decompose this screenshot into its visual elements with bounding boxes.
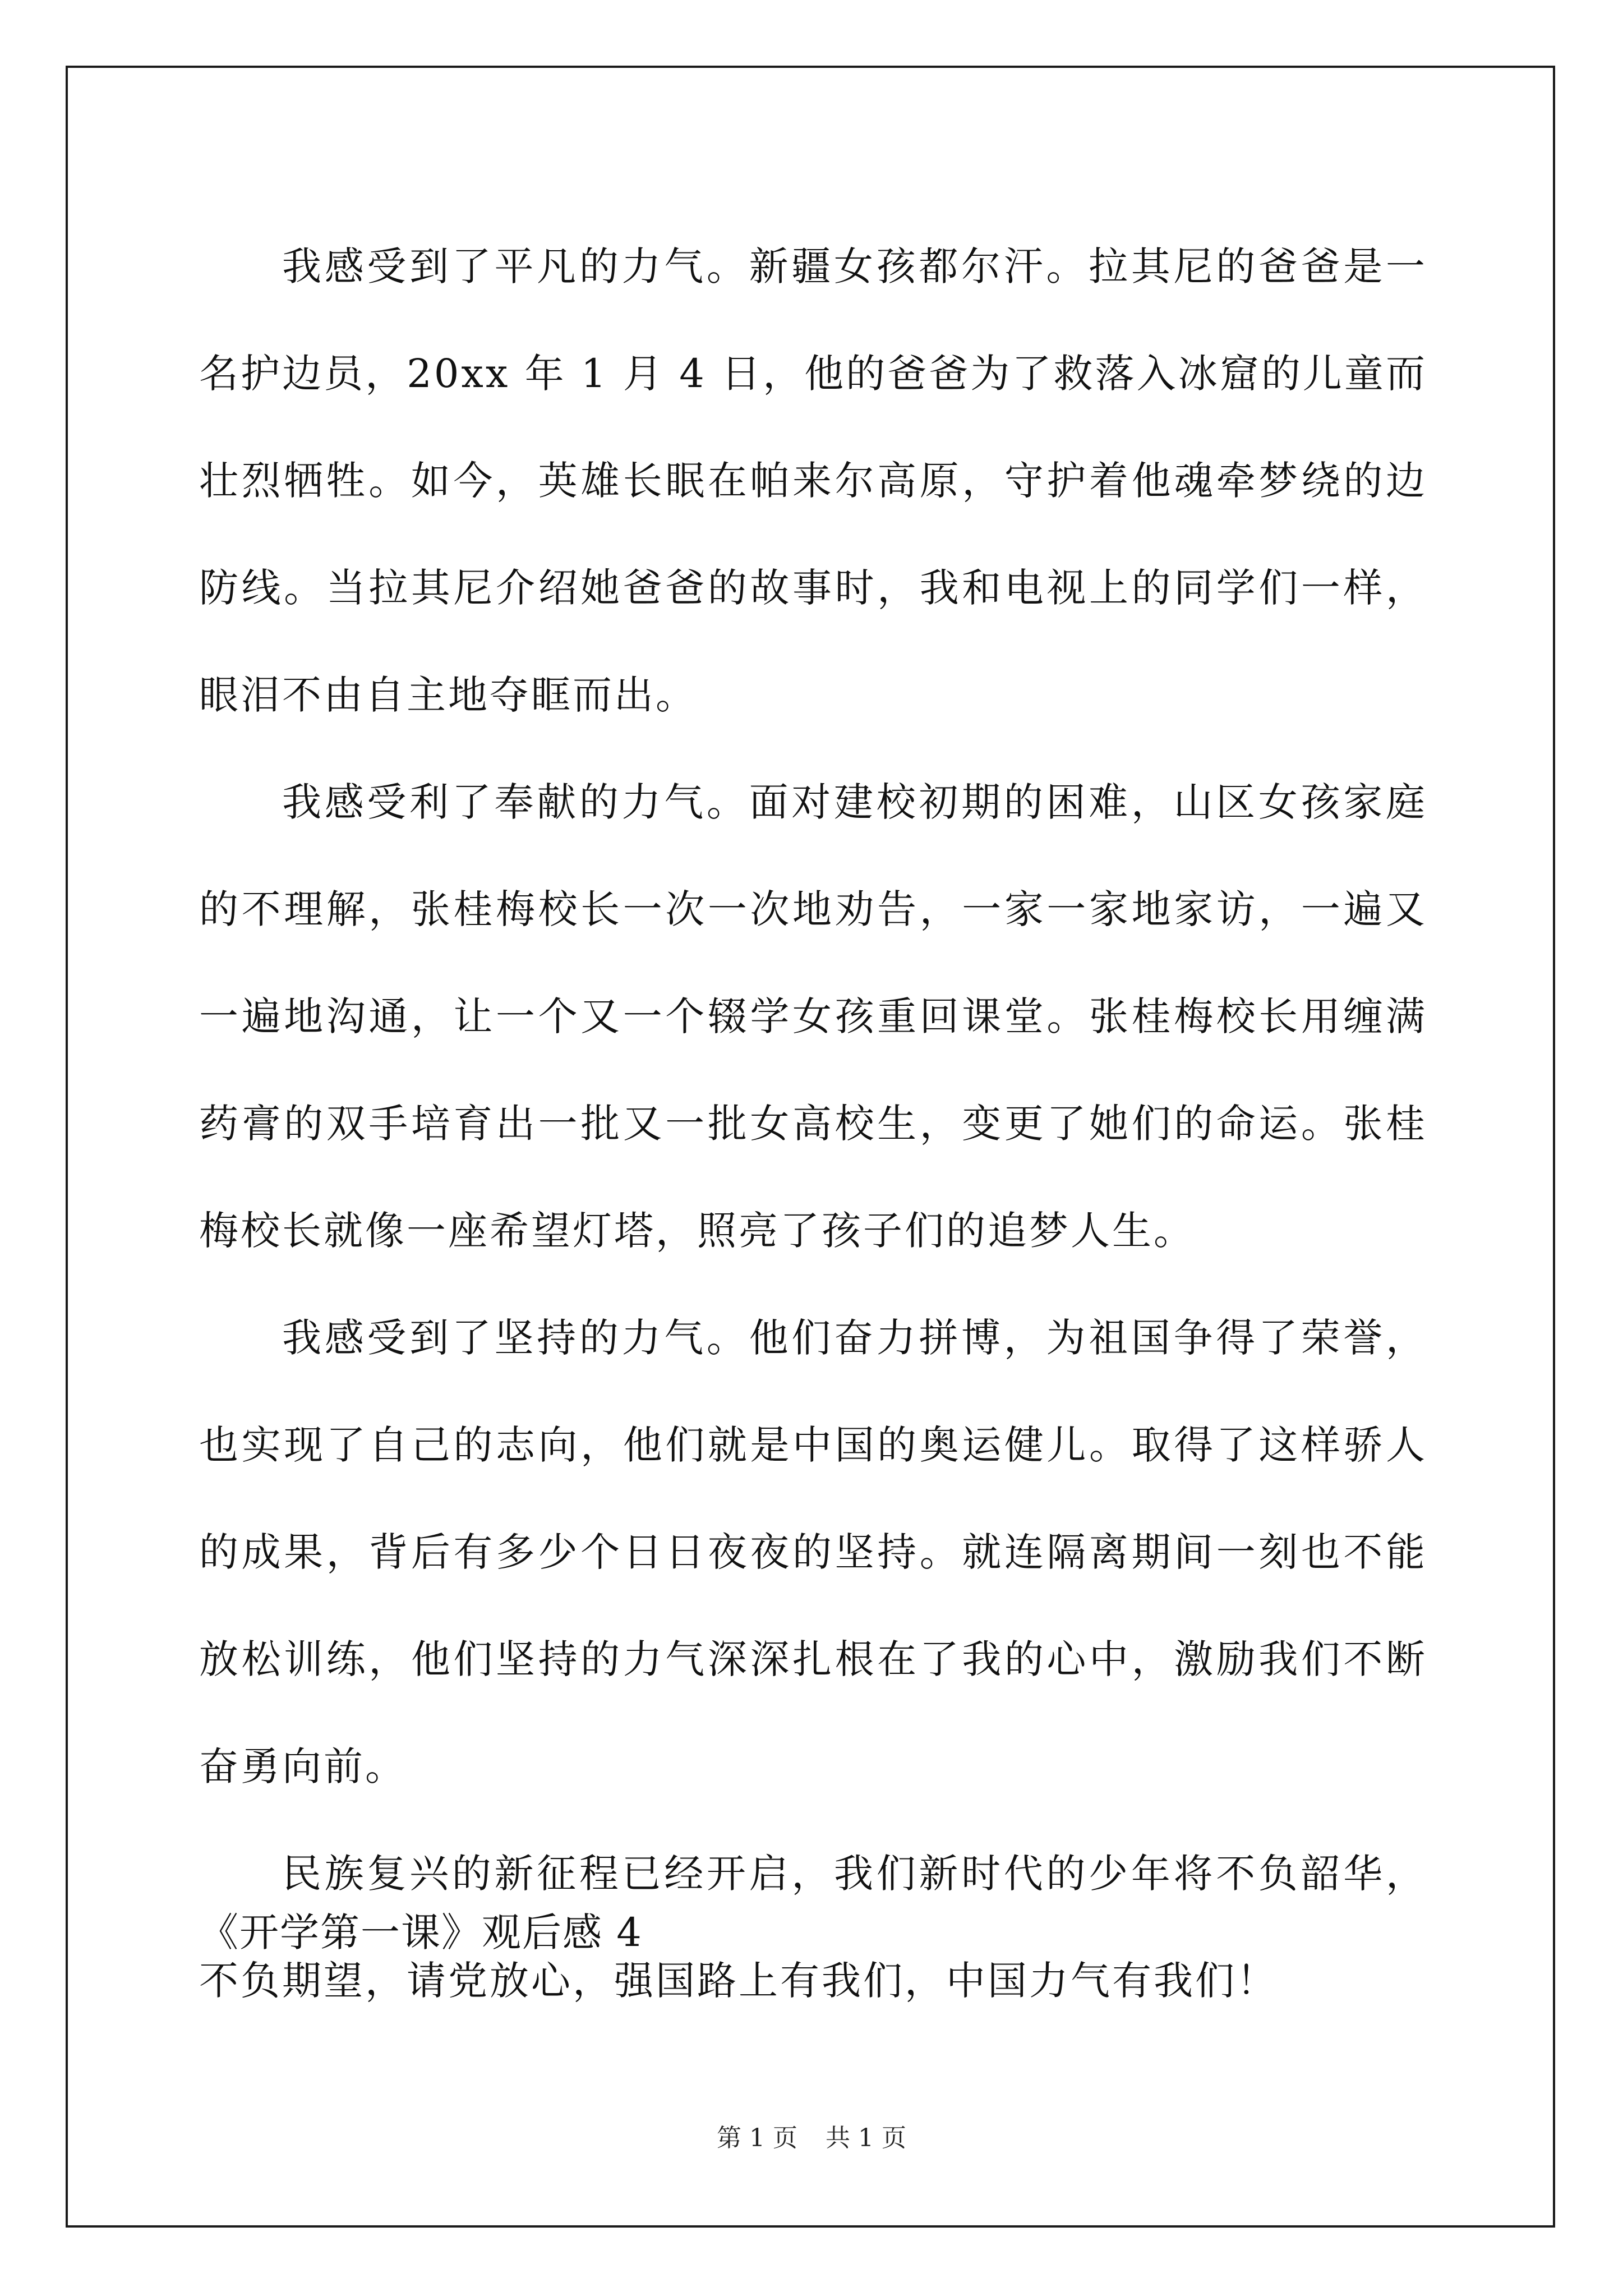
paragraph-persistence: 我感受到了坚持的力气。他们奋力拼博，为祖国争得了荣誉，也实现了自己的志向，他们就是中国的奥运健儿。取得了这样骄人的成果，背后有多少个日日夜夜的坚持。就连隔离期间一刻也不能放松训练，他们坚持的力气深深扎根在了我的心中，激励我们不断奋勇向前。 bbox=[199, 1315, 1427, 1789]
paragraph-dedication: 我感受利了奉献的力气。面对建校初期的困难，山区女孩家庭的不理解，张桂梅校长一次一次地劝告，一家一家地家访，一遍又一遍地沟通，让一个又一个辍学女孩重回课堂。张桂梅校长用缠满药膏的双手培育出一批又一批女高校生，变更了她们的命运。张桂梅校长就像一座希望灯塔，照亮了孩子们的追梦人生。 bbox=[199, 779, 1427, 1254]
page-number-total: 共 1 页 bbox=[826, 2124, 906, 2152]
paragraph-ordinary-strength: 我感受到了平凡的力气。新疆女孩都尔汗。拉其尼的爸爸是一名护边员，20xx 年 1 月 4 日，他的爸爸为了救落入冰窟的儿童而壮烈牺牲。如今，英雄长眠在帕来尔高原，守护着他魂牵梦绕的边防线。当拉其尼介绍她爸爸的故事时，我和电视上的同学们一样，眼泪不由自主地夺眶而出。 bbox=[199, 243, 1427, 718]
section-heading: 《开学第一课》观后感 4 bbox=[199, 1910, 643, 1955]
page-number-current: 第 1 页 bbox=[717, 2124, 797, 2152]
page-footer bbox=[0, 2122, 1623, 2155]
paragraph-conclusion: 民族复兴的新征程已经开启，我们新时代的少年将不负韶华，不负期望，请党放心，强国路上有我们，中国力气有我们！ bbox=[199, 1851, 1427, 2004]
document-body bbox=[199, 213, 1427, 2035]
